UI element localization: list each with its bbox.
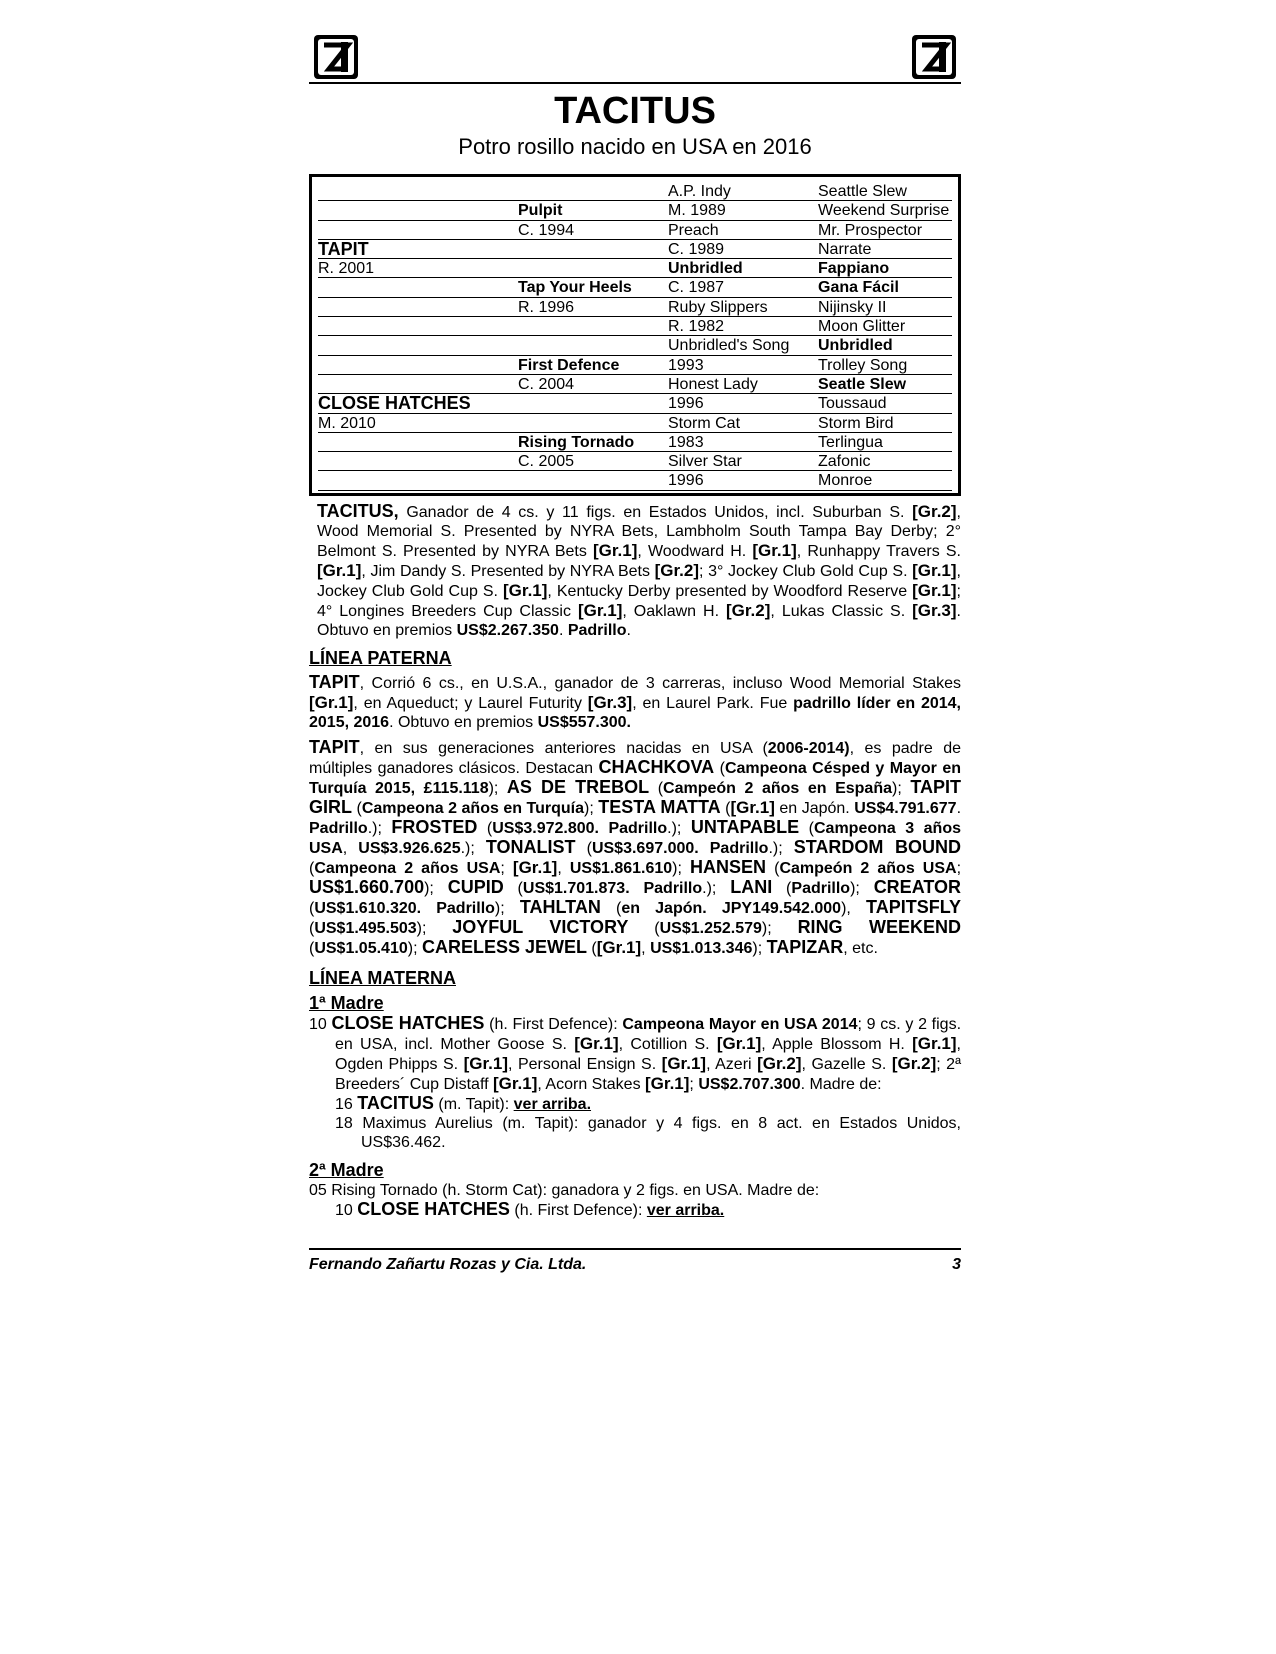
pedigree-cell: Seattle Slew — [818, 182, 952, 201]
horse-subtitle: Potro rosillo nacido en USA en 2016 — [458, 134, 812, 159]
pedigree-table — [309, 174, 961, 496]
pedigree-cell: Fappiano — [818, 259, 952, 278]
pedigree-cell — [318, 356, 518, 375]
pedigree-cell: Moon Glitter — [818, 317, 952, 336]
pedigree-cell — [518, 182, 668, 201]
pedigree-cell: Storm Cat — [668, 414, 818, 433]
pedigree-row — [318, 259, 952, 278]
pedigree-cell: Storm Bird — [818, 414, 952, 433]
pedigree-cell: Terlingua — [818, 433, 952, 452]
logo-icon — [911, 34, 957, 80]
pedigree-cell: 1993 — [668, 356, 818, 375]
pedigree-cell — [518, 259, 668, 278]
pedigree-cell: Weekend Surprise — [818, 201, 952, 220]
pedigree-cell: Zafonic — [818, 452, 952, 471]
pedigree-cell: Unbridled — [668, 259, 818, 278]
pedigree-cell: R. 2001 — [318, 259, 518, 278]
pedigree-cell — [518, 471, 668, 490]
pedigree-cell — [318, 317, 518, 336]
ver-arriba-link[interactable]: ver arriba. — [513, 1095, 592, 1113]
pedigree-row — [318, 182, 952, 201]
pedigree-row — [318, 240, 952, 259]
pedigree-cell: Ruby Slippers — [668, 298, 818, 317]
pedigree-cell: Preach — [668, 221, 818, 240]
pedigree-cell — [518, 317, 668, 336]
ver-arriba-link[interactable]: ver arriba. — [646, 1201, 725, 1219]
pedigree-row — [318, 356, 952, 375]
pedigree-cell — [318, 182, 518, 201]
pedigree-cell: R. 1996 — [518, 298, 668, 317]
paterna-heading: LÍNEA PATERNA — [309, 647, 452, 668]
materna-heading: LÍNEA MATERNA — [309, 967, 456, 988]
pedigree-cell — [318, 278, 518, 297]
pedigree-row — [318, 471, 952, 490]
pedigree-cell: Honest Lady — [668, 375, 818, 394]
pedigree-cell: Trolley Song — [818, 356, 952, 375]
pedigree-cell: CLOSE HATCHES — [318, 394, 518, 413]
pedigree-cell — [518, 240, 668, 259]
pedigree-row — [318, 317, 952, 336]
paterna-paragraph-1: TAPIT, Corrió 6 cs., en U.S.A., ganador de 3 carreras, incluso Wood Memorial Stakes [Gr.1], en Aqueduct; y Laurel Futurity [Gr.3], en Laurel Park. Fue padrillo líder en 2014, 2015, 2016. Obtuvo en premios US$557.300. — [309, 671, 961, 731]
pedigree-cell: First Defence — [518, 356, 668, 375]
pedigree-cell: Gana Fácil — [818, 278, 952, 297]
paterna-paragraph-2: TAPIT, en sus generaciones anteriores nacidas en USA (2006-2014), es padre de múltiples ganadores clásicos. Destacan CHACHKOVA (Campeona Césped y Mayor en Turquía 2015, £115.118); AS DE TREBOL (Campeón 2 años en España); TAPIT GIRL (Campeona 2 años en Turquía); TESTA MATTA ([Gr.1] en Japón. US$4.791.677. Padrillo.); FROSTED (US$3.972.800. Padrillo.); UNTAPABLE (Campeona 3 años USA, US$3.926.625.); TONALIST (US$3.697.000. Padrillo.); STARDOM BOUND (Campeona 2 años USA; [Gr.1], US$1.861.610); HANSEN (Campeón 2 años USA; US$1.660.700); CUPID (US$1.701.873. Padrillo.); LANI (Padrillo); CREATOR (US$1.610.320. Padrillo); TAHLTAN (en Japón. JPY149.542.000), TAPITSFLY (US$1.495.503); JOYFUL VICTORY (US$1.252.579); RING WEEKEND (US$1.05.410); CARELESS JEWEL ([Gr.1], US$1.013.346); TAPIZAR, etc. — [309, 736, 962, 957]
pedigree-row — [318, 336, 952, 355]
pedigree-cell — [318, 221, 518, 240]
page-number: 3 — [952, 1256, 961, 1273]
pedigree-cell: Silver Star — [668, 452, 818, 471]
madre1-heading: 1ª Madre — [309, 992, 384, 1013]
pedigree-cell: 1983 — [668, 433, 818, 452]
pedigree-cell: M. 2010 — [318, 414, 518, 433]
madre2-child-1: 10 CLOSE HATCHES (h. First Defence): ver arriba. — [335, 1198, 725, 1219]
madre2-heading: 2ª Madre — [309, 1159, 384, 1180]
pedigree-cell: 1996 — [668, 394, 818, 413]
pedigree-cell: M. 1989 — [668, 201, 818, 220]
document-page — [309, 28, 961, 1220]
pedigree-cell — [518, 414, 668, 433]
pedigree-row — [318, 433, 952, 452]
pedigree-row — [318, 221, 952, 240]
pedigree-cell: Seatle Slew — [818, 375, 952, 394]
pedigree-cell: Nijinsky II — [818, 298, 952, 317]
pedigree-cell: Unbridled's Song — [668, 336, 818, 355]
madre1-child-2: 18 Maximus Aurelius (m. Tapit): ganador y 4 figs. en 8 act. en Estados Unidos, US$36.462. — [335, 1114, 961, 1151]
footer-company: Fernando Zañartu Rozas y Cia. Ltda. — [309, 1256, 587, 1273]
pedigree-cell: Rising Tornado — [518, 433, 668, 452]
pedigree-cell: Toussaud — [818, 394, 952, 413]
pedigree-cell — [518, 394, 668, 413]
horse-name: TACITUS — [554, 90, 716, 132]
pedigree-cell: A.P. Indy — [668, 182, 818, 201]
summary-paragraph: TACITUS, Ganador de 4 cs. y 11 figs. en Estados Unidos, incl. Suburban S. [Gr.2], Wood Memorial S. Presented by NYRA Bets, Lambholm South Tampa Bay Derby; 2° Belmont S. Presented by NYRA Bets [Gr.1], Woodward H. [Gr.1], Runhappy Travers S. [Gr.1], Jim Dandy S. Presented by NYRA Bets [Gr.2]; 3° Jockey Club Gold Cup S. [Gr.1], Jockey Club Gold Cup S. [Gr.1], Kentucky Derby presented by Woodford Reserve [Gr.1]; 4° Longines Breeders Cup Classic [Gr.1], Oaklawn H. [Gr.2], Lukas Classic S. [Gr.3]. Obtuvo en premios US$2.267.350. Padrillo. — [317, 500, 962, 639]
pedigree-cell: R. 1982 — [668, 317, 818, 336]
pedigree-row — [318, 298, 952, 317]
pedigree-cell — [318, 433, 518, 452]
pedigree-cell: C. 2005 — [518, 452, 668, 471]
pedigree-cell: 1996 — [668, 471, 818, 490]
pedigree-cell: Mr. Prospector — [818, 221, 952, 240]
pedigree-cell — [318, 471, 518, 490]
pedigree-cell: C. 1989 — [668, 240, 818, 259]
madre2-entry: 05 Rising Tornado (h. Storm Cat): ganadora y 2 figs. en USA. Madre de: — [309, 1181, 820, 1199]
pedigree-row — [318, 452, 952, 471]
pedigree-cell: Pulpit — [518, 201, 668, 220]
pedigree-row — [318, 394, 952, 413]
page-footer — [309, 1248, 961, 1274]
pedigree-cell: C. 1994 — [518, 221, 668, 240]
pedigree-cell — [318, 298, 518, 317]
pedigree-row — [318, 375, 952, 394]
pedigree-cell: C. 2004 — [518, 375, 668, 394]
page-header — [309, 28, 961, 84]
madre1-child-1: 16 TACITUS (m. Tapit): ver arriba. — [335, 1092, 592, 1113]
madre1-entry: 10 CLOSE HATCHES (h. First Defence): Campeona Mayor en USA 2014; 9 cs. y 2 figs. en USA, incl. Mother Goose S. [Gr.1], Cotillion S. [Gr.1], Apple Blossom H. [Gr.1], Ogden Phipps S. [Gr.1], Personal Ensign S. [Gr.1], Azeri [Gr.2], Gazelle S. [Gr.2]; 2ª Breeders´ Cup Distaff [Gr.1], Acorn Stakes [Gr.1]; US$2.707.300. Madre de: — [309, 1012, 962, 1093]
pedigree-cell: Tap Your Heels — [518, 278, 668, 297]
pedigree-cell — [318, 201, 518, 220]
pedigree-cell — [318, 336, 518, 355]
pedigree-cell: Monroe — [818, 471, 952, 490]
pedigree-cell: Narrate — [818, 240, 952, 259]
pedigree-cell: TAPIT — [318, 240, 518, 259]
pedigree-row — [318, 414, 952, 433]
pedigree-cell — [318, 375, 518, 394]
pedigree-cell — [518, 336, 668, 355]
pedigree-cell — [318, 452, 518, 471]
pedigree-row — [318, 201, 952, 220]
logo-icon — [313, 34, 359, 80]
pedigree-cell: C. 1987 — [668, 278, 818, 297]
pedigree-cell: Unbridled — [818, 336, 952, 355]
pedigree-row — [318, 278, 952, 297]
